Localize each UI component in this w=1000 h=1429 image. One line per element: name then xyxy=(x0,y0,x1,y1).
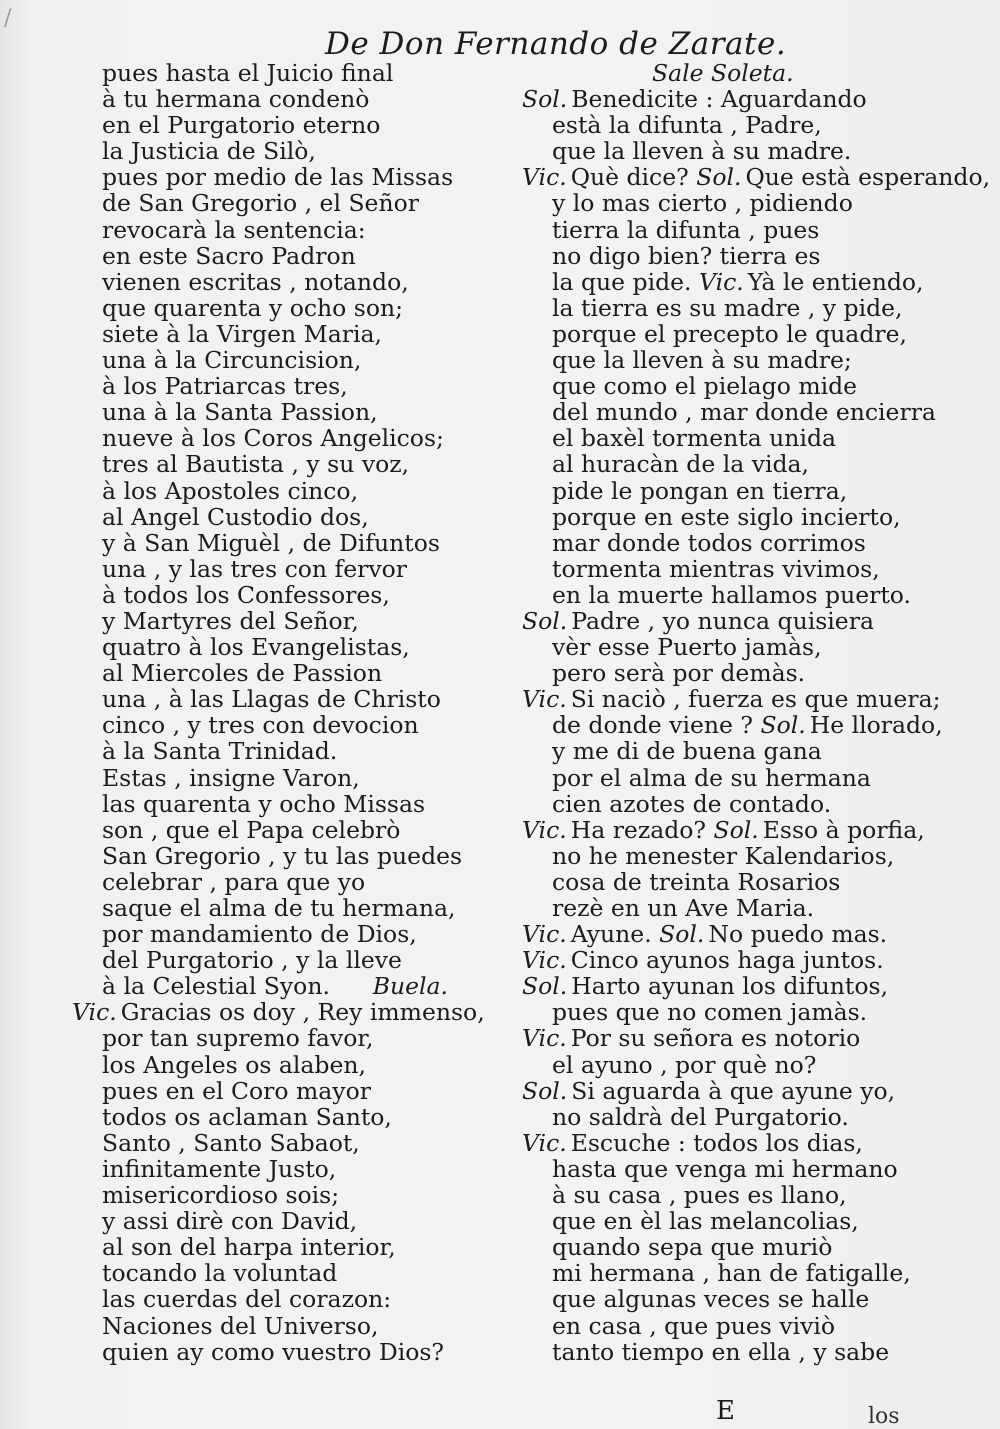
verse-text: son , que el Papa celebrò xyxy=(102,815,401,844)
verse-line xyxy=(522,295,962,321)
verse-text: saque el alma de tu hermana, xyxy=(102,894,456,922)
verse-line xyxy=(72,608,492,634)
verse-line xyxy=(72,60,492,86)
verse-line xyxy=(72,243,492,269)
verse-line xyxy=(522,843,962,869)
verse-line xyxy=(522,1025,962,1051)
verse-text: en este Sacro Padron xyxy=(102,241,356,270)
verse-line xyxy=(522,1234,962,1260)
verse-line xyxy=(522,425,962,451)
verse-line xyxy=(72,660,492,686)
verse-text: la que pide. xyxy=(552,267,692,296)
verse-line xyxy=(522,973,962,999)
verse-line xyxy=(72,1182,492,1208)
speaker-label: Vic. xyxy=(522,1024,567,1053)
verse-line xyxy=(522,869,962,895)
verse-line xyxy=(522,1104,962,1130)
verse-text: que la lleven à su madre. xyxy=(552,137,852,166)
verse-line xyxy=(72,791,492,817)
speaker-label: Vic. xyxy=(522,163,567,192)
verse-text: Naciones del Universo, xyxy=(102,1311,379,1340)
verse-text: Què dice? xyxy=(570,163,689,192)
verse-line xyxy=(72,582,492,608)
verse-line xyxy=(522,660,962,686)
verse-text: vèr esse Puerto jamàs, xyxy=(552,633,822,662)
verse-line xyxy=(522,1260,962,1286)
verse-line xyxy=(72,1025,492,1051)
verse-text: por el alma de su hermana xyxy=(552,763,871,792)
verse-line xyxy=(522,921,962,947)
verse-text: una , à las Llagas de Christo xyxy=(102,685,441,714)
verse-line xyxy=(72,947,492,973)
verse-text: al Miercoles de Passion xyxy=(102,659,383,688)
catchword: los xyxy=(868,1404,900,1429)
verse-text: de San Gregorio , el Señor xyxy=(102,189,419,218)
verse-text: Ayune. xyxy=(570,920,652,949)
verse-line xyxy=(72,1260,492,1286)
verse-line xyxy=(522,321,962,347)
verse-text: no saldrà del Purgatorio. xyxy=(552,1102,849,1131)
verse-text: rezè en un Ave Maria. xyxy=(552,894,815,922)
verse-text: del mundo , mar donde encierra xyxy=(552,398,936,427)
speaker-label: Vic. xyxy=(522,685,567,714)
verse-text: pide le pongan en tierra, xyxy=(552,476,848,505)
verse-line xyxy=(72,295,492,321)
verse-text: San Gregorio , y tu las puedes xyxy=(102,841,463,870)
verse-text: celebrar , para que yo xyxy=(102,867,366,896)
verse-text: y me di de buena gana xyxy=(552,737,822,766)
running-header: De Don Fernando de Zarate. xyxy=(325,26,787,62)
verse-text: quatro à los Evangelistas, xyxy=(102,633,410,662)
verse-text: cosa de treinta Rosarios xyxy=(552,867,841,896)
verse-text: porque en este siglo incierto, xyxy=(552,502,901,531)
verse-line xyxy=(522,1156,962,1182)
verse-line xyxy=(522,399,962,425)
verse-line xyxy=(72,138,492,164)
verse-line xyxy=(72,921,492,947)
verse-text: à todos los Confessores, xyxy=(102,580,390,609)
verse-line xyxy=(72,999,492,1025)
verse-line xyxy=(522,138,962,164)
verse-text: à tu hermana condenò xyxy=(102,85,370,114)
verse-text: cinco , y tres con devocion xyxy=(102,711,419,740)
verse-text: todos os aclaman Santo, xyxy=(102,1102,392,1131)
verse-text: quando sepa que muriò xyxy=(552,1233,833,1262)
verse-text: la tierra es su madre , y pide, xyxy=(552,293,903,322)
verse-text: no he menester Kalendarios, xyxy=(552,841,895,870)
verse-line xyxy=(522,1208,962,1234)
speaker-label: Sol. xyxy=(522,606,568,635)
verse-line xyxy=(522,999,962,1025)
speaker-label: Vic. xyxy=(699,267,744,296)
verse-line xyxy=(72,373,492,399)
verse-line xyxy=(522,451,962,477)
verse-text: pues en el Coro mayor xyxy=(102,1076,371,1105)
verse-text: tanto tiempo en ella , y sabe xyxy=(552,1337,890,1366)
verse-line xyxy=(522,1130,962,1156)
verse-text: porque el precepto le quadre, xyxy=(552,319,907,348)
verse-text: Escuche : todos los dias, xyxy=(570,1128,863,1157)
verse-text: Por su señora es notorio xyxy=(570,1024,861,1053)
verse-text: por tan supremo favor, xyxy=(102,1024,374,1053)
verse-text: una , y las tres con fervor xyxy=(102,554,408,583)
verse-text: Ha rezado? xyxy=(570,815,707,844)
verse-line xyxy=(522,243,962,269)
speaker-label: Sol. xyxy=(522,972,568,1001)
verse-text: pero serà por demàs. xyxy=(552,659,806,688)
verse-text: tocando la voluntad xyxy=(102,1259,338,1288)
verse-line xyxy=(72,765,492,791)
verse-line xyxy=(522,1313,962,1339)
verse-text: Que està esperando, xyxy=(745,163,991,192)
verse-line xyxy=(522,608,962,634)
verse-text: una à la Santa Passion, xyxy=(102,398,378,427)
verse-line xyxy=(72,738,492,764)
verse-text: la Justicia de Silò, xyxy=(102,137,316,166)
verse-text: hasta que venga mi hermano xyxy=(552,1154,898,1183)
verse-text: que quarenta y ocho son; xyxy=(102,293,404,322)
signature-mark: E xyxy=(716,1396,735,1426)
verse-text: tierra la difunta , pues xyxy=(552,215,820,244)
speaker-label: Vic. xyxy=(522,815,567,844)
verse-text: està la difunta , Padre, xyxy=(552,111,822,140)
verse-line xyxy=(72,451,492,477)
speaker-label: Sol. xyxy=(522,85,568,114)
verse-line xyxy=(72,843,492,869)
verse-text: y Martyres del Señor, xyxy=(102,606,359,635)
verse-line xyxy=(72,190,492,216)
verse-line xyxy=(522,1052,962,1078)
verse-line xyxy=(72,425,492,451)
verse-text: en la muerte hallamos puerto. xyxy=(552,580,912,609)
verse-text: tres al Bautista , y su voz, xyxy=(102,450,410,479)
verse-text: infinitamente Justo, xyxy=(102,1154,337,1183)
verse-text: al huracàn de la vida, xyxy=(552,450,810,479)
verse-text: y assi dirè con David, xyxy=(102,1207,358,1236)
verse-text: pues hasta el Juicio final xyxy=(102,59,394,87)
verse-text: Santo , Santo Sabaot, xyxy=(102,1128,360,1157)
verse-text: à la Celestial Syon. xyxy=(102,972,330,1001)
speaker-label: Sol. xyxy=(713,815,759,844)
verse-line xyxy=(72,321,492,347)
verse-line xyxy=(72,1208,492,1234)
verse-text: Esso à porfia, xyxy=(762,815,925,844)
verse-text: que en èl las melancolias, xyxy=(552,1207,859,1236)
verse-text: por mandamiento de Dios, xyxy=(102,920,417,949)
verse-text: las cuerdas del corazon: xyxy=(102,1285,392,1314)
verse-text: tormenta mientras vivimos, xyxy=(552,554,880,583)
verse-line xyxy=(72,1052,492,1078)
verse-line xyxy=(72,634,492,660)
verse-line xyxy=(72,504,492,530)
verse-line xyxy=(522,686,962,712)
verse-text: el ayuno , por què no? xyxy=(552,1050,817,1079)
verse-line xyxy=(72,347,492,373)
verse-line xyxy=(72,1156,492,1182)
verse-text: Si aguarda à que ayune yo, xyxy=(571,1076,896,1105)
verse-text: cien azotes de contado. xyxy=(552,789,832,818)
verse-text: una à la Circuncision, xyxy=(102,346,362,375)
verse-text: no digo bien? tierra es xyxy=(552,241,821,270)
verse-line xyxy=(72,478,492,504)
verse-line xyxy=(72,1313,492,1339)
verse-text: nueve à los Coros Angelicos; xyxy=(102,424,444,453)
verse-line xyxy=(522,217,962,243)
verse-text: quien ay como vuestro Dios? xyxy=(102,1337,445,1366)
verse-text: Benedicite : Aguardando xyxy=(571,85,867,114)
verse-text: pues que no comen jamàs. xyxy=(552,998,868,1027)
verse-text: las quarenta y ocho Missas xyxy=(102,789,426,818)
verse-text: mi hermana , han de fatigalle, xyxy=(552,1259,911,1288)
verse-line xyxy=(522,738,962,764)
verse-text: del Purgatorio , y la lleve xyxy=(102,946,402,975)
verse-line xyxy=(522,1286,962,1312)
verse-line xyxy=(522,817,962,843)
verse-text: Cinco ayunos haga juntos. xyxy=(570,946,884,975)
verse-line xyxy=(522,373,962,399)
verse-line xyxy=(522,347,962,373)
verse-text: de donde viene ? xyxy=(552,711,753,740)
verse-line xyxy=(72,712,492,738)
verse-text: en el Purgatorio eterno xyxy=(102,111,381,140)
verse-text: à los Patriarcas tres, xyxy=(102,372,348,401)
verse-text: pues por medio de las Missas xyxy=(102,163,454,192)
verse-line xyxy=(522,504,962,530)
verse-text: Harto ayunan los difuntos, xyxy=(571,972,889,1001)
verse-line xyxy=(522,634,962,660)
page-mark: / xyxy=(4,6,12,31)
verse-text: al Angel Custodio dos, xyxy=(102,502,369,531)
verse-line xyxy=(522,1078,962,1104)
verse-text: mar donde todos corrimos xyxy=(552,528,866,557)
verse-text: Padre , yo nunca quisiera xyxy=(571,606,874,635)
speaker-label: Sol. xyxy=(659,920,705,949)
verse-text: revocarà la sentencia: xyxy=(102,215,366,244)
verse-text: al son del harpa interior, xyxy=(102,1233,396,1262)
verse-text: Gracias os doy , Rey immenso, xyxy=(120,998,485,1027)
verse-text: à la Santa Trinidad. xyxy=(102,737,338,766)
verse-line xyxy=(72,1104,492,1130)
verse-line xyxy=(522,478,962,504)
verse-line xyxy=(522,582,962,608)
verse-line xyxy=(72,686,492,712)
verse-line xyxy=(72,1286,492,1312)
verse-line xyxy=(522,1182,962,1208)
verse-line xyxy=(522,190,962,216)
speaker-label: Vic. xyxy=(522,920,567,949)
verse-line xyxy=(522,556,962,582)
verse-line xyxy=(522,112,962,138)
verse-line xyxy=(522,1339,962,1365)
verse-line xyxy=(522,530,962,556)
verse-line xyxy=(72,817,492,843)
left-column xyxy=(72,60,492,1365)
verse-text: que como el pielago mide xyxy=(552,372,858,401)
verse-line xyxy=(72,1078,492,1104)
speaker-label: Sol. xyxy=(696,163,742,192)
verse-line xyxy=(522,765,962,791)
verse-text: y lo mas cierto , pidiendo xyxy=(552,189,853,218)
verse-text: à los Apostoles cinco, xyxy=(102,476,359,505)
verse-line xyxy=(72,399,492,425)
verse-line xyxy=(72,1130,492,1156)
right-column xyxy=(522,59,991,1366)
verse-line xyxy=(72,973,492,999)
verse-text: y à San Miguèl , de Difuntos xyxy=(102,528,440,557)
verse-line xyxy=(522,269,962,295)
verse-line xyxy=(72,556,492,582)
verse-text: Yà le entiendo, xyxy=(747,267,924,296)
verse-text: que algunas veces se halle xyxy=(552,1285,870,1314)
speaker-label: Sol. xyxy=(522,1076,568,1105)
verse-text: vienen escritas , notando, xyxy=(102,267,409,296)
verse-text: Si naciò , fuerza es que muera; xyxy=(570,685,941,714)
verse-line xyxy=(72,112,492,138)
verse-text: He llorado, xyxy=(809,711,943,740)
verse-text: Estas , insigne Varon, xyxy=(102,763,360,792)
speaker-label: Sol. xyxy=(760,711,806,740)
verse-text: los Angeles os alaben, xyxy=(102,1050,366,1079)
speaker-label: Vic. xyxy=(72,998,117,1027)
verse-line xyxy=(522,163,991,192)
verse-text: en casa , que pues viviò xyxy=(552,1311,836,1340)
stage-direction: Buela. xyxy=(372,972,448,1001)
verse-text: siete à la Virgen Maria, xyxy=(102,319,382,348)
verse-line xyxy=(522,86,962,112)
verse-text: misericordioso sois; xyxy=(102,1181,340,1210)
verse-line xyxy=(72,869,492,895)
verse-line xyxy=(72,86,492,112)
verse-line xyxy=(522,791,962,817)
verse-text: à su casa , pues es llano, xyxy=(552,1181,847,1210)
verse-text: que la lleven à su madre; xyxy=(552,346,852,375)
verse-line xyxy=(522,712,962,738)
verse-line xyxy=(72,217,492,243)
verse-line xyxy=(72,1339,492,1365)
verse-line xyxy=(72,269,492,295)
verse-line xyxy=(72,164,492,190)
speaker-label: Vic. xyxy=(522,946,567,975)
verse-line xyxy=(522,947,962,973)
verse-text: No puedo mas. xyxy=(708,920,888,949)
verse-line xyxy=(72,895,492,921)
verse-line xyxy=(72,1234,492,1260)
verse-line xyxy=(522,895,962,921)
verse-line xyxy=(72,530,492,556)
verse-text: el baxèl tormenta unida xyxy=(552,424,837,453)
stage-direction: Sale Soleta. xyxy=(652,59,794,87)
speaker-label: Vic. xyxy=(522,1128,567,1157)
